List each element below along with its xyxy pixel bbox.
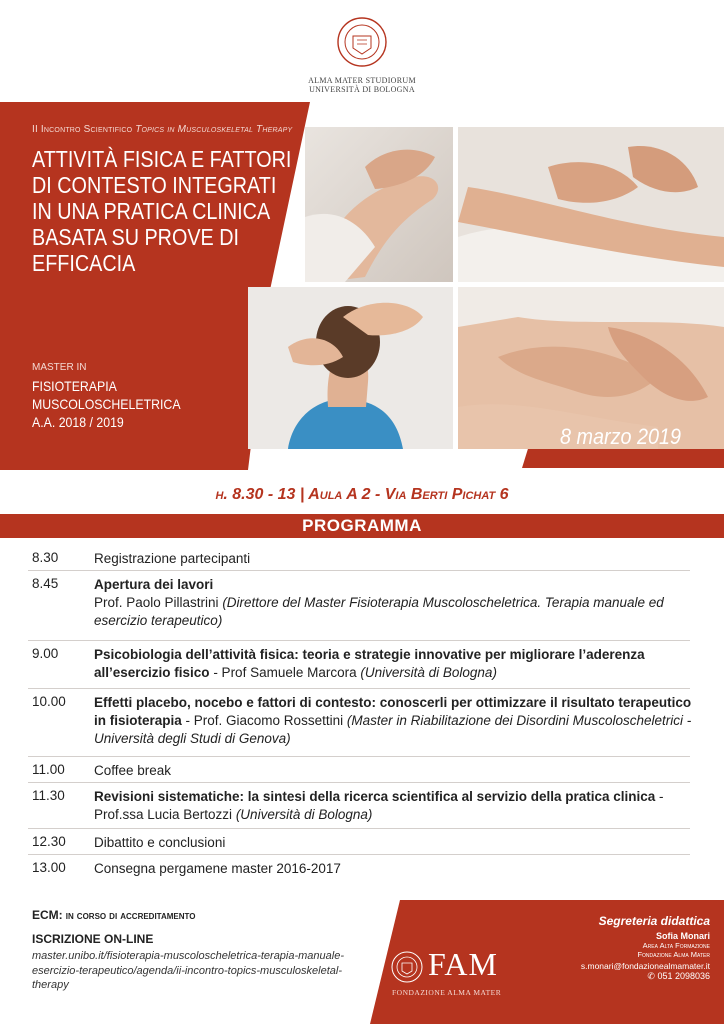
photo-leg-massage (458, 127, 724, 282)
contact-phone (520, 971, 710, 982)
schedule-plain: Prof. Paolo Pillastrini (94, 595, 223, 610)
schedule-plain: Coffee break (94, 763, 172, 778)
schedule-plain: Dibattito e conclusioni (94, 835, 226, 850)
schedule-time: 13.00 (32, 860, 66, 875)
schedule-text (94, 694, 694, 748)
divider (28, 782, 690, 783)
title-line: ATTIVITÀ FISICA E FATTORI (32, 146, 292, 172)
fam-logo: FAM (428, 946, 498, 982)
subtitle-prefix: II Incontro Scientifico (32, 124, 136, 135)
event-time-location: h. 8.30 - 13 | Aula A 2 - Via Berti Pichat 6 (215, 486, 509, 503)
contact-email[interactable]: s.monari@fondazionealmamater.it (580, 961, 710, 971)
event-title (32, 146, 292, 276)
ecm-status: in corso di accreditamento (65, 910, 196, 922)
contact-name: Sofia Monari (655, 931, 710, 941)
university-line2: UNIVERSITÀ DI BOLOGNA (309, 85, 415, 94)
schedule-plain: Consegna pergamene master 2016-2017 (94, 861, 341, 876)
title-line: EFFICACIA (32, 250, 136, 276)
event-subtitle (32, 124, 302, 135)
schedule-italic: (Università di Bologna) (360, 665, 497, 680)
schedule-plain: - Prof Samuele Marcora (209, 665, 361, 680)
title-line: DI CONTESTO INTEGRATI (32, 172, 277, 198)
photo-hand-therapy (305, 127, 453, 282)
master-line: MUSCOLOSCHELETRICA (32, 396, 181, 412)
fam-seal-icon (390, 950, 424, 984)
schedule-time: 9.00 (32, 646, 59, 661)
schedule-time: 11.00 (32, 762, 65, 777)
master-line: FISIOTERAPIA (32, 378, 117, 394)
schedule-italic: (Università di Bologna) (235, 807, 373, 822)
ecm-label: ECM: (32, 908, 63, 922)
schedule-time: 8.45 (32, 576, 59, 591)
master-name (32, 377, 181, 431)
divider (28, 828, 690, 829)
schedule-bold: Effetti placebo, nocebo e fattori di contesto: conoscerli per ottimizzare il risultato terapeutico in fisioterapia (94, 695, 692, 728)
schedule-time: 11.30 (32, 788, 65, 803)
master-line: A.A. 2018 / 2019 (32, 414, 124, 430)
event-date: 8 marzo 2019 (560, 424, 682, 449)
schedule-time: 8.30 (32, 550, 59, 565)
contact-phone-number: 051 2098036 (657, 971, 710, 981)
contact-org: Fondazione Alma Mater (637, 950, 710, 959)
divider (28, 570, 690, 571)
divider (28, 854, 690, 855)
schedule-plain: Registrazione partecipanti (94, 551, 251, 566)
university-line1: ALMA MATER STUDIORUM (308, 76, 416, 85)
schedule-time: 10.00 (32, 694, 66, 709)
subtitle-series: Topics in Musculoskeletal Therapy (135, 124, 293, 135)
contact-area: Area Alta Formazione (642, 941, 710, 950)
title-line: BASATA SU PROVE DI (32, 224, 240, 250)
contact-heading: Segreteria didattica (598, 914, 710, 928)
divider (28, 756, 690, 757)
photo-neck-therapy (248, 287, 453, 449)
divider (28, 640, 690, 641)
schedule-text (94, 646, 694, 682)
phone-icon: ✆ (647, 971, 658, 981)
registration-heading: ISCRIZIONE ON-LINE (32, 932, 154, 946)
schedule-text (94, 860, 694, 878)
contact-block (520, 914, 710, 982)
schedule-bold: Apertura dei lavori (94, 577, 214, 592)
schedule-plain: - Prof. Giacomo Rossettini (181, 713, 347, 728)
schedule-italic: (Master in Riabilitazione dei Disordini Muscoloscheletrici - Università degli Studi di Genova) (94, 713, 692, 746)
schedule-text (94, 834, 694, 852)
schedule-text (94, 762, 694, 780)
fam-logo-subtitle: FONDAZIONE ALMA MATER (392, 988, 502, 997)
divider (28, 688, 690, 689)
schedule-italic: (Direttore del Master Fisioterapia Muscoloscheletrica. Terapia manuale ed esercizio terapeutico) (94, 595, 664, 628)
schedule-text (94, 550, 694, 568)
schedule-text (94, 788, 694, 824)
programma-title: PROGRAMMA (302, 516, 422, 535)
schedule-bold: Psicobiologia dell’attività fisica: teoria e strategie innovative per migliorare l’aderenza all’esercizio fisico (94, 647, 645, 680)
schedule-bold: Revisioni sistematiche: la sintesi della ricerca scientifica al servizio della pratica clinica (94, 789, 656, 804)
schedule-time: 12.30 (32, 834, 66, 849)
master-label: MASTER IN (32, 362, 87, 373)
ecm-info (32, 908, 196, 922)
schedule-plain: - Prof.ssa Lucia Bertozzi (94, 789, 664, 822)
registration-link[interactable]: master.unibo.it/fisioterapia-muscoloscheletrica-terapia-manuale-esercizio-terapeutico/agenda/ii-incontro-topics-musculoskeletal-therapy (32, 950, 345, 991)
schedule-text (94, 576, 694, 630)
title-line: IN UNA PRATICA CLINICA (32, 198, 271, 224)
